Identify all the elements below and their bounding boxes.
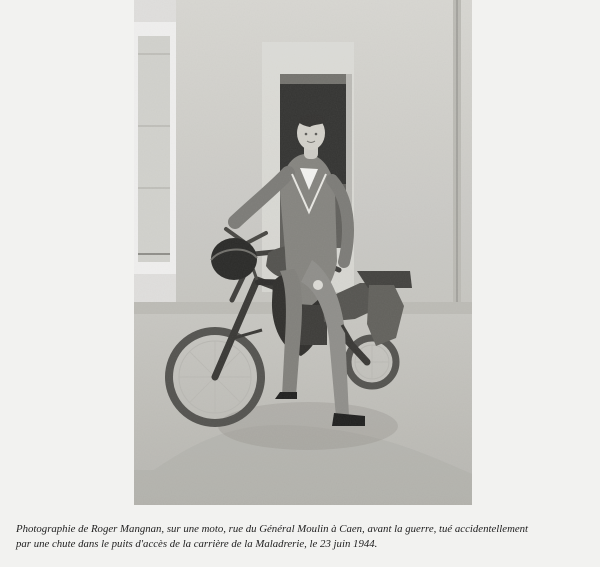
vintage-motorcycle-portrait-icon [134, 0, 472, 505]
caption-line-2: par une chute dans le puits d'accès de la carrière de la Maladrerie, le 23 juin 1944. [16, 538, 378, 550]
photo-caption [16, 522, 592, 552]
caption-line-1: Photographie de Roger Mangnan, sur une moto, rue du Général Moulin à Caen, avant la guerre, tué accidentellement [16, 523, 529, 535]
archival-photo [134, 0, 472, 505]
